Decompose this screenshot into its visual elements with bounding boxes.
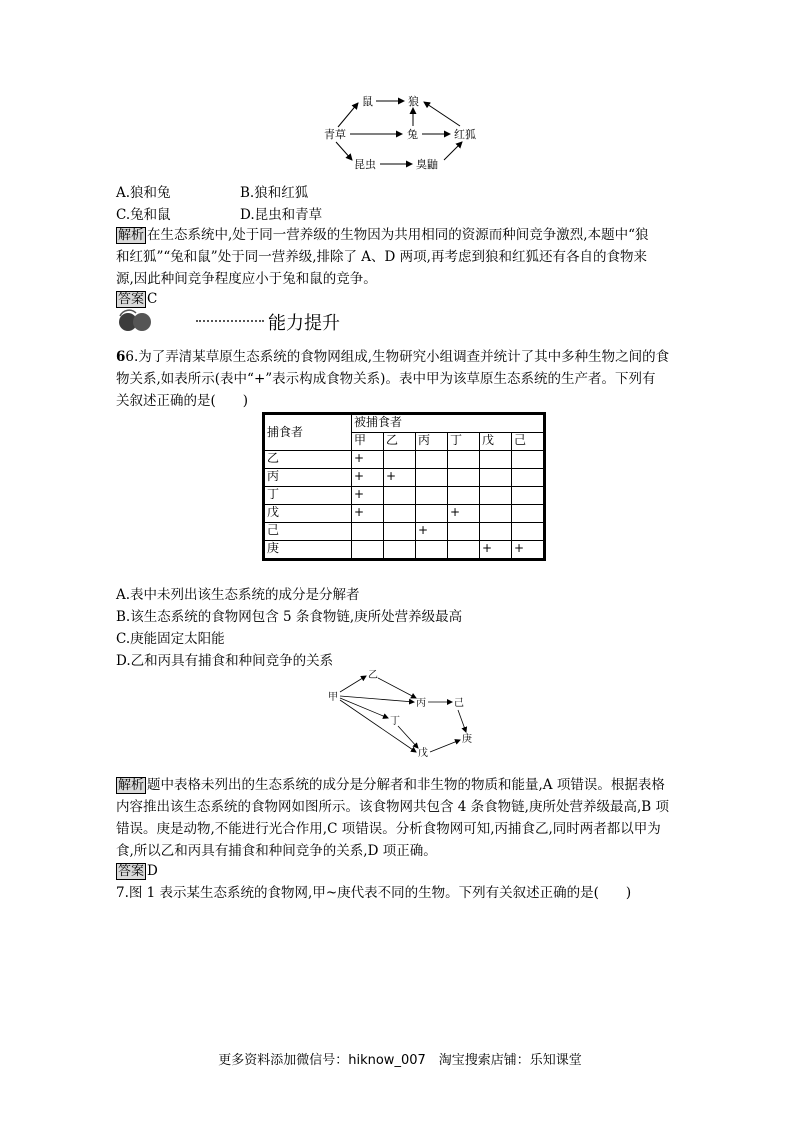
analysis-tag: 解析 <box>118 778 145 793</box>
q6-analysis-line-1 <box>116 776 665 794</box>
relation-cell <box>480 469 512 487</box>
node-insect: 昆虫 <box>354 158 376 171</box>
q6-food-table <box>264 414 544 559</box>
relation-cell <box>448 541 480 559</box>
table-row <box>265 505 544 523</box>
relation-cell <box>480 505 512 523</box>
q5-option-c: C.兔和鼠 <box>116 207 171 223</box>
predator-cell: 丙 <box>265 469 352 487</box>
relation-cell <box>352 541 384 559</box>
relation-cell <box>480 451 512 469</box>
prey-col: 乙 <box>384 433 416 451</box>
q6-option-c: C.庚能固定太阳能 <box>116 631 225 647</box>
table-row <box>265 523 544 541</box>
predator-cell: 乙 <box>265 451 352 469</box>
node-yi: 乙 <box>368 670 378 681</box>
q6-analysis-line-2: 内容推出该生态系统的食物网如图所示。该食物网共包含 4 条食物链,庚所处营养级最高,B 项 <box>116 799 669 815</box>
q6-food-web <box>326 668 502 760</box>
table-row <box>265 469 544 487</box>
prey-col: 戊 <box>480 433 512 451</box>
relation-cell <box>512 487 544 505</box>
node-rabbit: 兔 <box>407 128 418 141</box>
node-grass: 青草 <box>324 128 346 141</box>
prey-col: 己 <box>512 433 544 451</box>
q5-answer <box>116 290 157 308</box>
node-wu: 戊 <box>418 748 428 759</box>
section-title: 能力提升 <box>268 313 340 334</box>
relation-cell: + <box>384 469 416 487</box>
node-mouse: 鼠 <box>362 95 373 108</box>
relation-cell <box>512 505 544 523</box>
q5-option-a: A.狼和兔 <box>116 185 171 201</box>
relation-cell <box>352 523 384 541</box>
predator-cell: 己 <box>265 523 352 541</box>
predator-cell: 庚 <box>265 541 352 559</box>
relation-cell: + <box>448 505 480 523</box>
node-frog: 臭鼬 <box>416 158 438 171</box>
node-ji: 己 <box>454 698 464 709</box>
relation-cell <box>416 505 448 523</box>
q6-stem-line-3: 关叙述正确的是( ) <box>116 393 249 409</box>
relation-cell: + <box>352 469 384 487</box>
q5-analysis-line-1 <box>116 226 649 244</box>
relation-cell <box>384 487 416 505</box>
q5-option-b: B.狼和红狐 <box>240 185 309 201</box>
relation-cell: + <box>480 541 512 559</box>
relation-cell <box>384 523 416 541</box>
relation-cell: + <box>352 451 384 469</box>
page-footer: 更多资料添加微信号：hiknow_007 淘宝搜索店铺：乐知课堂 <box>218 1053 582 1068</box>
q6-table-wrapper <box>262 412 546 561</box>
relation-cell <box>384 541 416 559</box>
q6-option-d: D.乙和丙具有捕食和种间竞争的关系 <box>116 653 334 669</box>
relation-cell <box>416 469 448 487</box>
prey-header: 被捕食者 <box>352 415 544 433</box>
table-row <box>265 451 544 469</box>
q7-stem: 7.图 1 表示某生态系统的食物网,甲~庚代表不同的生物。下列有关叙述正确的是( ) <box>116 885 632 901</box>
q6-option-a: A.表中未列出该生态系统的成分是分解者 <box>116 587 360 603</box>
predator-cell: 戊 <box>265 505 352 523</box>
relation-cell <box>384 451 416 469</box>
relation-cell <box>448 451 480 469</box>
q6-option-b: B.该生态系统的食物网包含 5 条食物链,庚所处营养级最高 <box>116 609 463 625</box>
relation-cell: + <box>416 523 448 541</box>
q6-stem-text: 6.为了弄清某草原生态系统的食物网组成,生物研究小组调查并统计了其中多种生物之间的食 <box>125 349 670 365</box>
section-icon <box>116 308 156 332</box>
analysis-text: 在生态系统中,处于同一营养级的生物因为共用相同的资源而种间竞争激烈,本题中“狼 <box>147 227 649 243</box>
relation-cell <box>384 505 416 523</box>
prey-col: 丙 <box>416 433 448 451</box>
q6-analysis-line-4: 食,所以乙和丙具有捕食和种间竞争的关系,D 项正确。 <box>116 843 437 859</box>
node-jia: 甲 <box>328 692 338 703</box>
node-geng: 庚 <box>462 734 472 745</box>
q6-stem-line-1: 66.为了弄清某草原生态系统的食物网组成,生物研究小组调查并统计了其中多种生物之间的食 <box>116 349 670 365</box>
predator-cell: 丁 <box>265 487 352 505</box>
relation-cell: + <box>352 487 384 505</box>
prey-col: 丁 <box>448 433 480 451</box>
relation-cell <box>416 451 448 469</box>
q5-analysis-line-3: 源,因此种间竞争程度应小于兔和鼠的竞争。 <box>116 271 377 287</box>
node-fox: 红狐 <box>454 128 476 141</box>
q6-answer <box>116 862 158 880</box>
relation-cell <box>448 469 480 487</box>
table-corner: 捕食者 <box>265 415 352 451</box>
q6-analysis-line-3: 错误。庚是动物,不能进行光合作用,C 项错误。分析食物网可知,丙捕食乙,同时两者都以甲为 <box>116 821 661 837</box>
relation-cell <box>512 451 544 469</box>
relation-cell <box>512 523 544 541</box>
q5-food-web <box>300 86 500 176</box>
q6-stem-line-2: 物关系,如表所示(表中“+”表示构成食物关系)。表中甲为该草原生态系统的生产者。下列有 <box>116 371 656 387</box>
relation-cell <box>416 487 448 505</box>
prey-col: 甲 <box>352 433 384 451</box>
relation-cell: + <box>352 505 384 523</box>
answer-tag: 答案 <box>118 864 145 879</box>
node-bing: 丙 <box>416 698 426 709</box>
relation-cell <box>480 523 512 541</box>
node-ding: 丁 <box>390 716 400 727</box>
relation-cell: + <box>512 541 544 559</box>
answer-value: C <box>147 291 158 307</box>
relation-cell <box>448 523 480 541</box>
node-wolf: 狼 <box>408 95 419 108</box>
answer-tag: 答案 <box>118 292 145 307</box>
q5-analysis-line-2: 和红狐”“兔和鼠”处于同一营养级,排除了 A、D 两项,再考虑到狼和红狐还有各自的食物来 <box>116 249 647 265</box>
answer-value: D <box>147 863 158 879</box>
table-row <box>265 541 544 559</box>
analysis-text: 题中表格未列出的生态系统的成分是分解者和非生物的物质和能量,A 项错误。根据表格 <box>147 777 665 793</box>
relation-cell <box>512 469 544 487</box>
section-dots <box>196 320 264 322</box>
relation-cell <box>416 541 448 559</box>
table-row <box>265 487 544 505</box>
q5-option-d: D.昆虫和青草 <box>240 207 323 223</box>
relation-cell <box>480 487 512 505</box>
analysis-tag: 解析 <box>118 228 145 243</box>
relation-cell <box>448 487 480 505</box>
